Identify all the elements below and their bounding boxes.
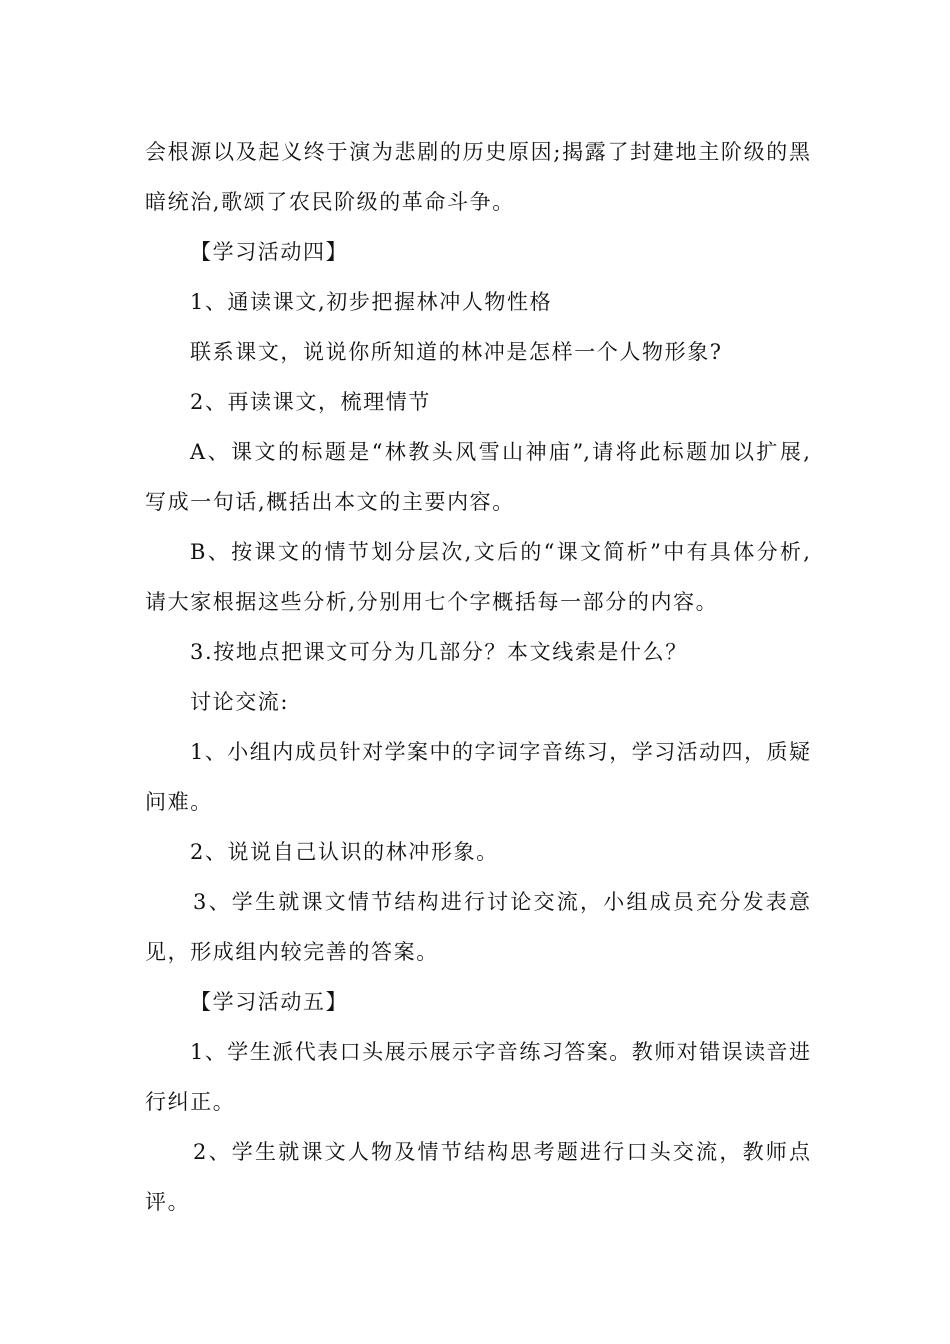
paragraph-line: 见，形成组内较完善的答案。	[145, 940, 439, 964]
paragraph-line: 1、通读课文,初步把握林冲人物性格	[190, 290, 553, 314]
section-heading: 【学习活动四】	[190, 240, 349, 264]
paragraph-line: 3、学生就课文情节结构进行讨论交流，小组成员充分发表意	[193, 890, 810, 914]
paragraph-line: 评。	[145, 1190, 191, 1214]
paragraph-line: 2、学生就课文人物及情节结构思考题进行口头交流，教师点	[193, 1140, 810, 1164]
paragraph-line: 问难。	[145, 790, 213, 814]
paragraph-line: 请大家根据这些分析,分别用七个字概括每一部分的内容。	[145, 590, 719, 614]
paragraph-line: 讨论交流:	[190, 690, 290, 714]
paragraph-line: 暗统治,歌颂了农民阶级的革命斗争。	[145, 190, 515, 214]
paragraph-line: 行纠正。	[145, 1090, 236, 1114]
paragraph-line: 1、学生派代表口头展示展示字音练习答案。教师对错误读音进	[190, 1040, 810, 1064]
paragraph-line: 3.按地点把课文可分为几部分？本文线索是什么？	[190, 640, 688, 664]
section-heading: 【学习活动五】	[190, 990, 349, 1014]
paragraph-line: 会根源以及起义终于演为悲剧的历史原因;揭露了封建地主阶级的黑	[145, 140, 810, 164]
paragraph-line: 写成一句话,概括出本文的主要内容。	[145, 490, 515, 514]
paragraph-line: 2、说说自己认识的林冲形象。	[190, 840, 499, 864]
paragraph-line: 2、再读课文，梳理情节	[190, 390, 431, 414]
paragraph-line: 1、小组内成员针对学案中的字词字音练习，学习活动四，质疑	[190, 740, 810, 764]
paragraph-line: 联系课文，说说你所知道的林冲是怎样一个人物形象?	[190, 340, 723, 364]
paragraph-line: B、按课文的情节划分层次,文后的“课文简析”中有具体分析,	[190, 540, 810, 564]
paragraph-line: A、课文的标题是“林教头风雪山神庙”,请将此标题加以扩展,	[190, 440, 810, 464]
